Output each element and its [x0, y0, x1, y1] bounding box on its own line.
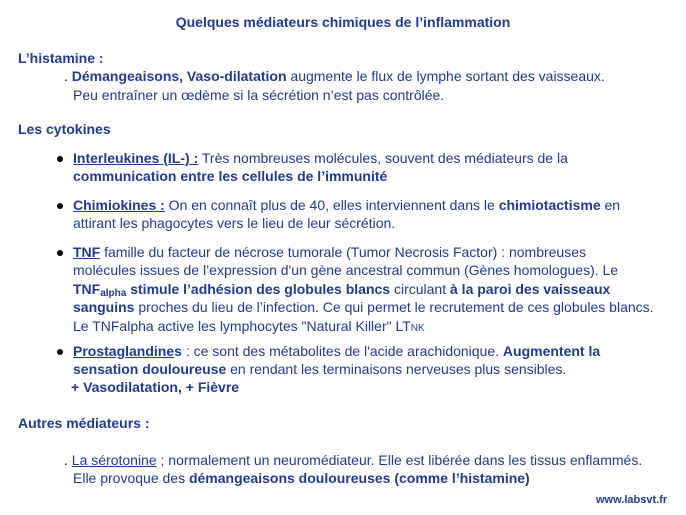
page-title: Quelques médiateurs chimiques de l’inflammation [175, 14, 511, 30]
tnf-term: TNF [73, 244, 101, 260]
serotonine-text: ; normalement un neuromédiateur. Elle est libérée dans les tissus enflammés. [156, 452, 643, 468]
chimiokines-text-end: en [600, 197, 621, 213]
prostaglandines-text: : ce sont des métabolites de l'acide arachidonique. [181, 343, 503, 359]
bullet-icon [57, 156, 63, 162]
tnf-text: famille du facteur de nécrose tumorale (Tumor Necrosis Factor) : nombreuses [100, 244, 586, 260]
chimiokines-text: On en connaît plus de 40, elles interviennent dans le [164, 197, 499, 213]
interleukines-text: Très nombreuses molécules, souvent des médiateurs de la [198, 150, 568, 166]
chimiokines-term: Chimiokines : [73, 197, 165, 213]
cytokines-heading: Les cytokines [18, 121, 111, 137]
tnf-alpha-term: TNF [73, 281, 101, 297]
tnf-line-4 [73, 298, 654, 316]
tnf-sanguins: sanguins [73, 299, 135, 315]
histamine-effects: Démangeaisons, Vaso-dilatation [71, 68, 287, 84]
footer-link[interactable]: www.labsvt.fr [596, 494, 668, 506]
chimiokines-line-1 [73, 196, 620, 214]
prostaglandines-sensation: sensation douloureuse [73, 361, 227, 377]
prostaglandines-text-2: en rendant les terminaisons nerveuses plus sensibles. [226, 361, 567, 377]
tnf-recrutement: proches du lieu de l’infection. Ce qui permet le recrutement de ces globules blancs. [134, 299, 654, 315]
chimiokines-line-2: attirant les phagocytes vers le lieu de leur sécrétion. [73, 215, 396, 231]
bullet-icon [57, 349, 63, 355]
serotonine-provoque: Elle provoque des [73, 470, 189, 486]
tnf-line-1 [73, 243, 586, 261]
interleukines-line-1 [73, 149, 568, 167]
prostaglandines-term-end: s [174, 343, 182, 359]
tnf-nk-suffix: NK [410, 323, 425, 334]
serotonine-term: La sérotonine [71, 452, 157, 468]
histamine-line-2: Peu entraîner un œdème si la sécrétion n’est pas contrôlée. [73, 87, 445, 103]
tnf-line-5 [73, 317, 425, 338]
prostaglandines-line-3: + Vasodilatation, + Fièvre [71, 379, 240, 395]
autres-line-1 [64, 451, 642, 469]
tnf-circulant: circulant [390, 281, 450, 297]
tnf-alpha-subscript: alpha [100, 288, 127, 299]
chimiotactisme-term: chimiotactisme [498, 197, 601, 213]
tnf-nk-text: Le TNFalpha active les lymphocytes "Natural Killer" LT [73, 318, 411, 334]
tnf-adhesion: stimule l’adhésion des globules blancs [126, 281, 391, 297]
histamine-dot: . [64, 68, 72, 84]
prostaglandines-line-2 [73, 360, 566, 378]
bullet-icon [57, 250, 63, 256]
autres-line-2 [73, 469, 530, 487]
prostaglandines-line-1 [73, 342, 600, 360]
serotonine-demangeaisons: démangeaisons douloureuses (comme l’histamine) [188, 470, 530, 486]
tnf-paroi: à la paroi des vaisseaux [450, 281, 611, 297]
histamine-line-1 [64, 67, 605, 85]
autres-heading: Autres médiateurs : [18, 415, 150, 431]
tnf-line-2: molécules issues de l’expression d'un gène ancestral commun (Gènes homologues). Le [73, 262, 619, 278]
interleukines-term: Interleukines (IL-) : [73, 150, 199, 166]
autres-dot: . [64, 452, 72, 468]
histamine-effects-text: augmente le flux de lymphe sortant des vaisseaux. [286, 68, 605, 84]
bullet-icon [57, 203, 63, 209]
prostaglandines-augmentent: Augmentent la [502, 343, 601, 359]
histamine-heading: L’histamine : [18, 50, 104, 66]
prostaglandines-term: Prostaglandine [73, 343, 175, 359]
interleukines-line-2: communication entre les cellules de l’immunité [73, 168, 388, 184]
